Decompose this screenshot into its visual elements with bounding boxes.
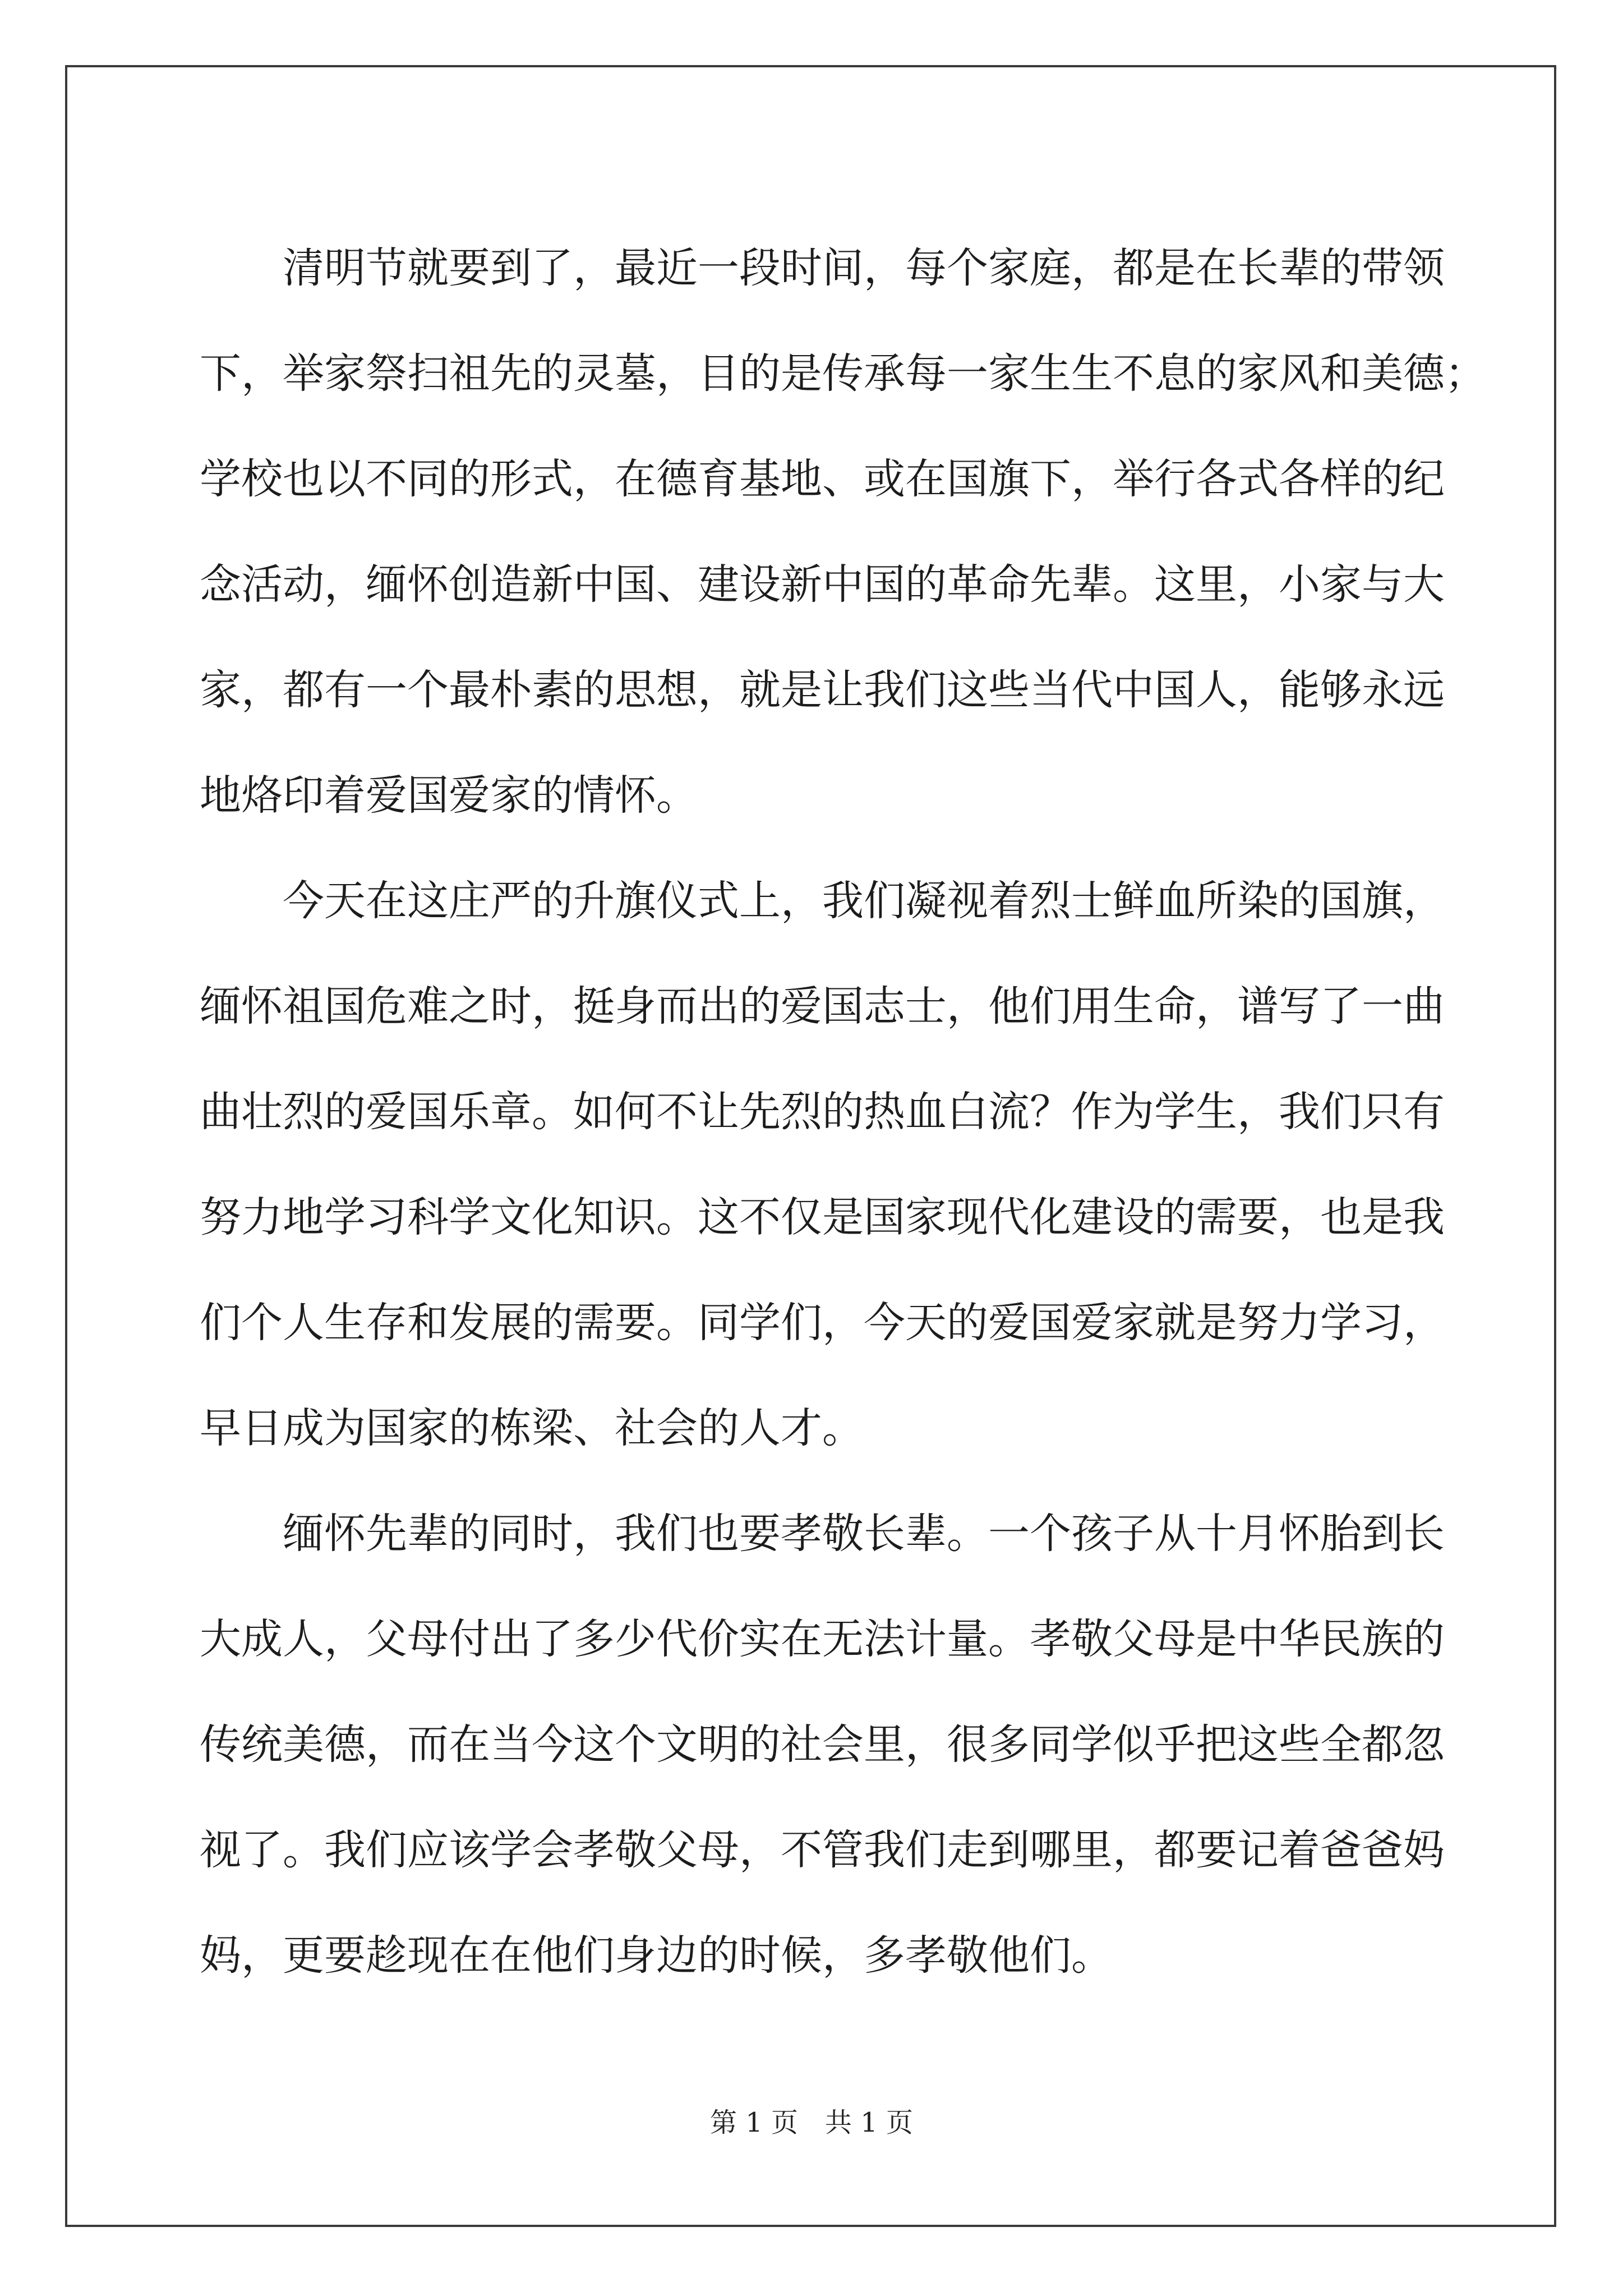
paragraph-line: 曲壮烈的爱国乐章。如何不让先烈的热血白流？作为学生，我们只有	[200, 1088, 1445, 1136]
paragraph-line: 视了。我们应该学会孝敬父母，不管我们走到哪里，都要记着爸爸妈	[200, 1826, 1445, 1874]
paragraph-1	[200, 215, 1486, 848]
paragraph-line: 传统美德，而在当今这个文明的社会里，很多同学似乎把这些全都忽	[200, 1720, 1445, 1769]
page-number-footer: 第 1 页 共 1 页	[709, 2107, 914, 2138]
paragraph-line: 今天在这庄严的升旗仪式上，我们凝视着烈士鲜血所染的国旗，	[283, 877, 1445, 925]
paragraph-line: 学校也以不同的形式，在德育基地、或在国旗下，举行各式各样的纪	[200, 455, 1445, 503]
paragraph-line: 地烙印着爱国爱家的情怀。	[200, 771, 698, 820]
paragraph-line: 家，都有一个最朴素的思想，就是让我们这些当代中国人，能够永远	[200, 666, 1445, 714]
paragraph-line: 清明节就要到了，最近一段时间，每个家庭，都是在长辈的带领	[283, 244, 1445, 292]
paragraph-2	[200, 848, 1445, 1481]
document-body	[200, 215, 1486, 2008]
paragraph-3	[200, 1481, 1445, 2008]
paragraph-line: 缅怀祖国危难之时，挺身而出的爱国志士，他们用生命，谱写了一曲	[200, 982, 1445, 1030]
paragraph-line: 努力地学习科学文化知识。这不仅是国家现代化建设的需要，也是我	[200, 1193, 1445, 1241]
paragraph-line: 妈，更要趁现在在他们身边的时候，多孝敬他们。	[200, 1931, 1113, 1980]
paragraph-line: 们个人生存和发展的需要。同学们，今天的爱国爱家就是努力学习，	[200, 1299, 1445, 1347]
paragraph-line: 大成人，父母付出了多少代价实在无法计量。孝敬父母是中华民族的	[200, 1615, 1445, 1663]
paragraph-line: 下，举家祭扫祖先的灵墓，目的是传承每一家生生不息的家风和美德；	[200, 349, 1486, 398]
paragraph-line: 缅怀先辈的同时，我们也要孝敬长辈。一个孩子从十月怀胎到长	[283, 1510, 1445, 1558]
paragraph-line: 念活动，缅怀创造新中国、建设新中国的革命先辈。这里，小家与大	[200, 560, 1445, 609]
paragraph-line: 早日成为国家的栋梁、社会的人才。	[200, 1404, 864, 1452]
